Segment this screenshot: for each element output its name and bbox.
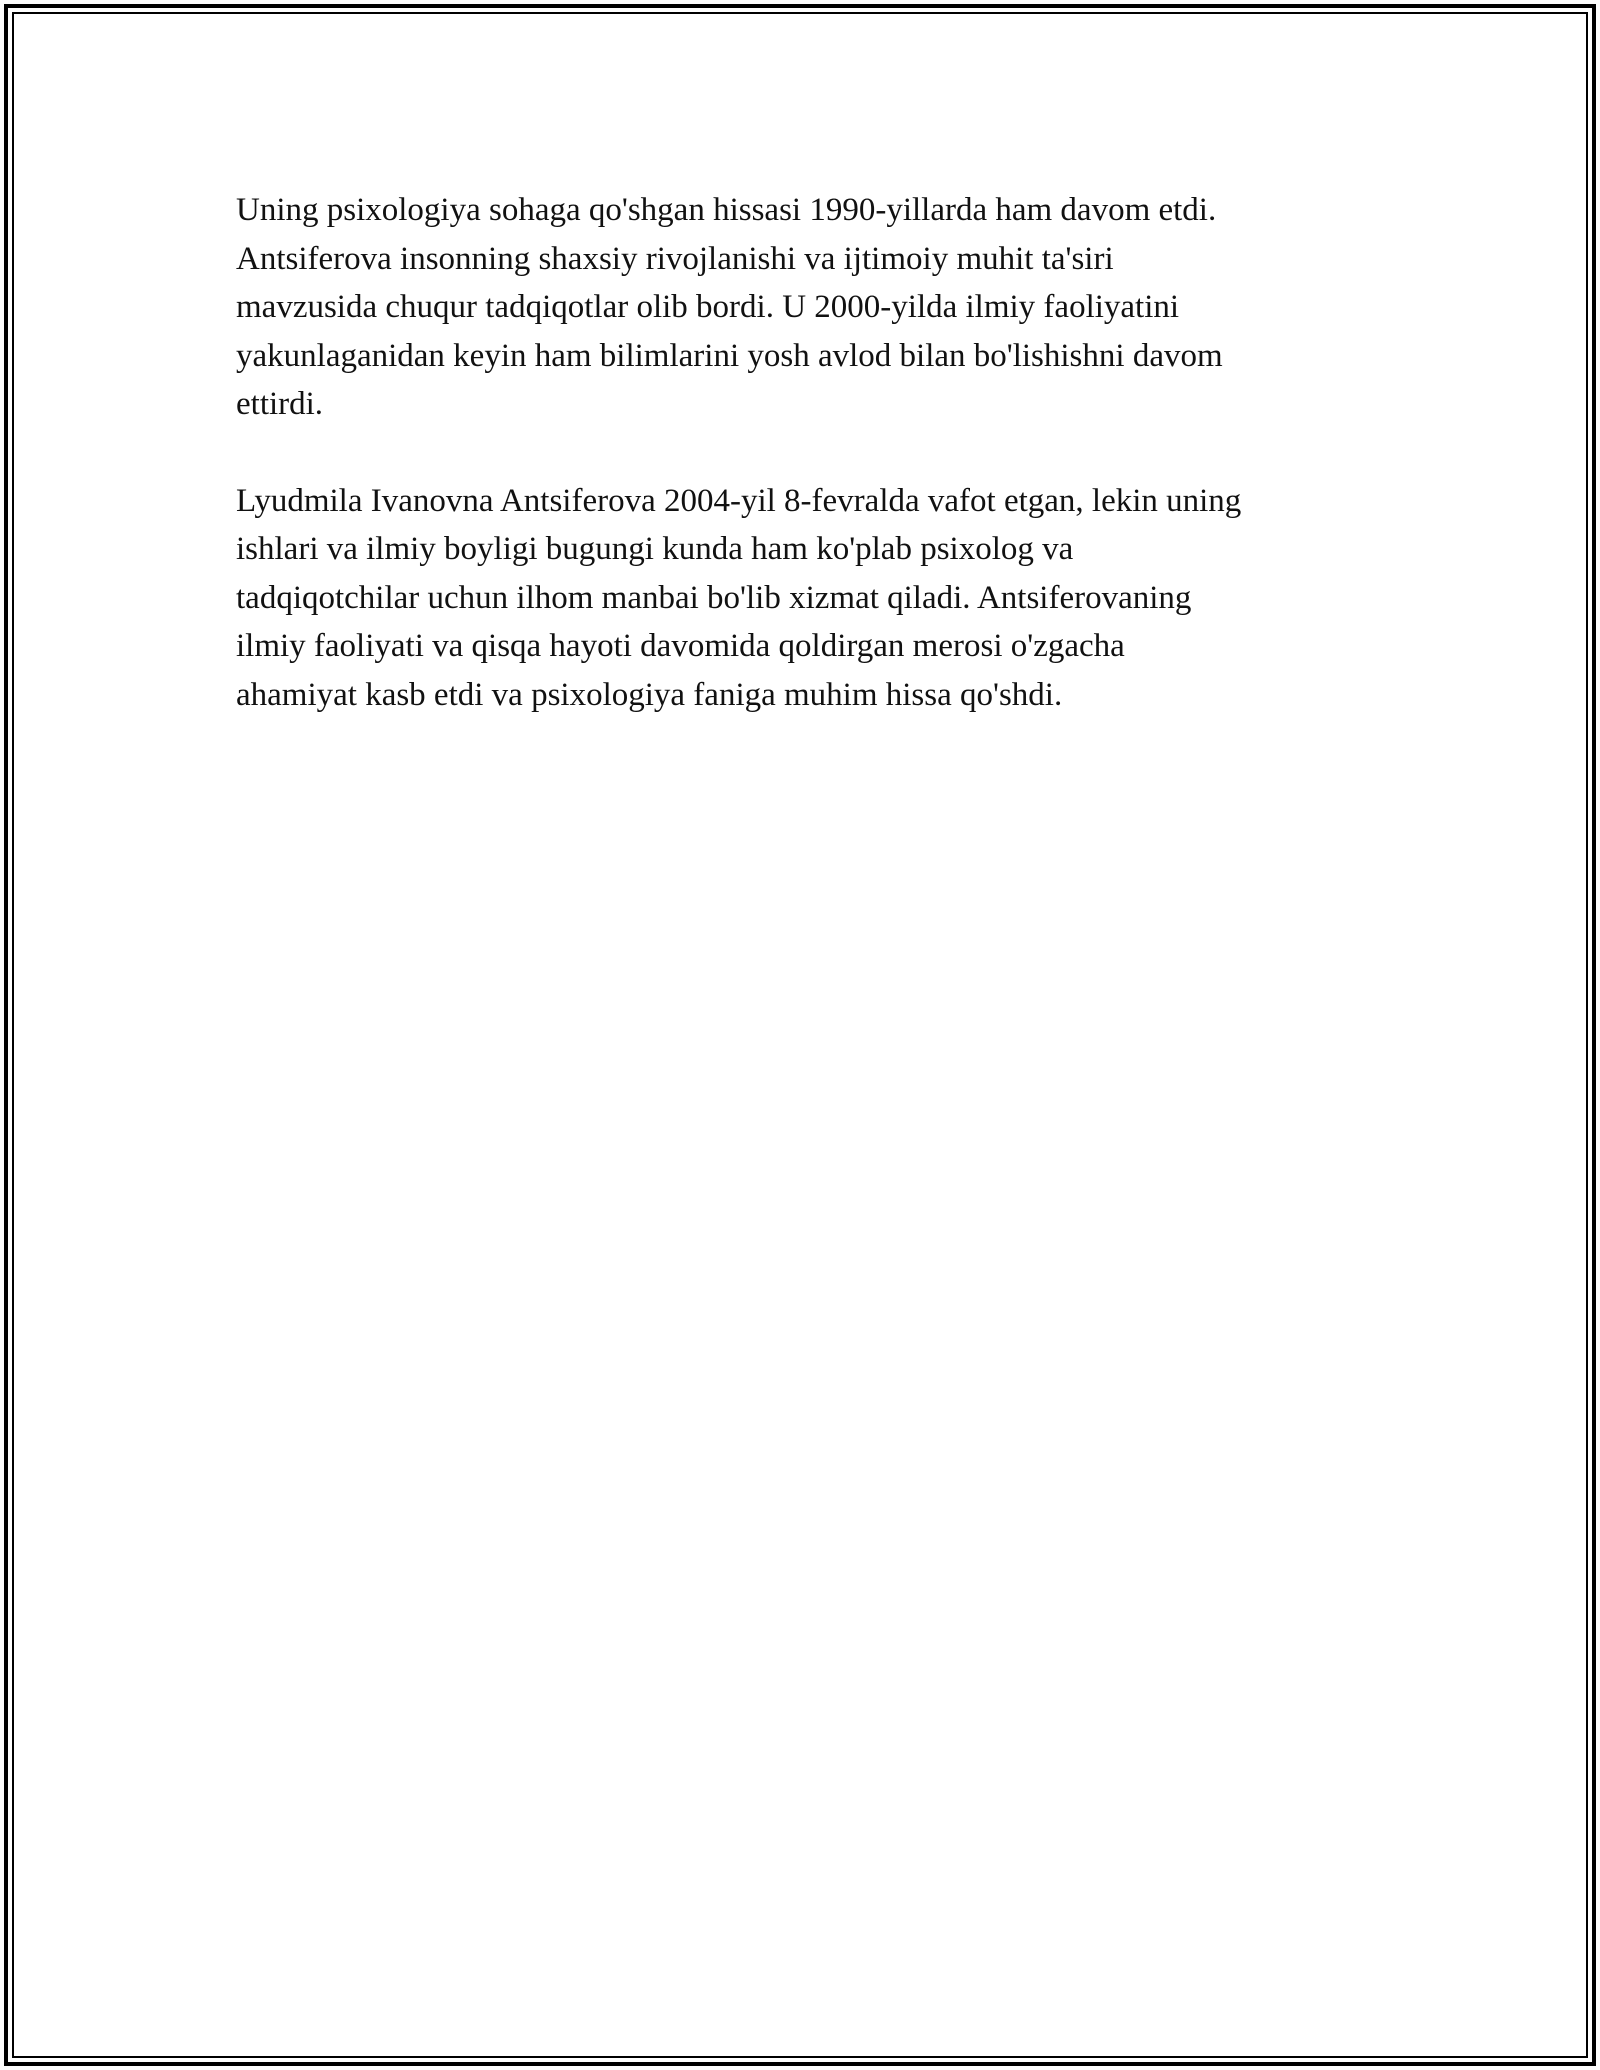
paragraph-1: Uning psixologiya sohaga qo'shgan hissasi 1990-yillarda ham davom etdi. Antsiferova insonning shaxsiy rivojlanishi va ijtimoiy muhit ta'siri mavzusida chuqur tadqiqotlar olib bordi. U 2000-yilda ilmiy faoliyatini yakunlaganidan keyin ham bilimlarini yosh avlod bilan bo'lishishni davom ettirdi. [236, 192, 1223, 422]
document-body [236, 186, 1376, 767]
paragraph-2: Lyudmila Ivanovna Antsiferova 2004-yil 8-fevralda vafot etgan, lekin uning ishlari va ilmiy boyligi bugungi kunda ham ko'plab psixolog va tadqiqotchilar uchun ilhom manbai bo'lib xizmat qiladi. Antsiferovaning ilmiy faoliyati va qisqa hayoti davomida qoldirgan merosi o'zgacha ahamiyat kasb etdi va psixologiya faniga muhim hissa qo'shdi. [236, 482, 1242, 713]
